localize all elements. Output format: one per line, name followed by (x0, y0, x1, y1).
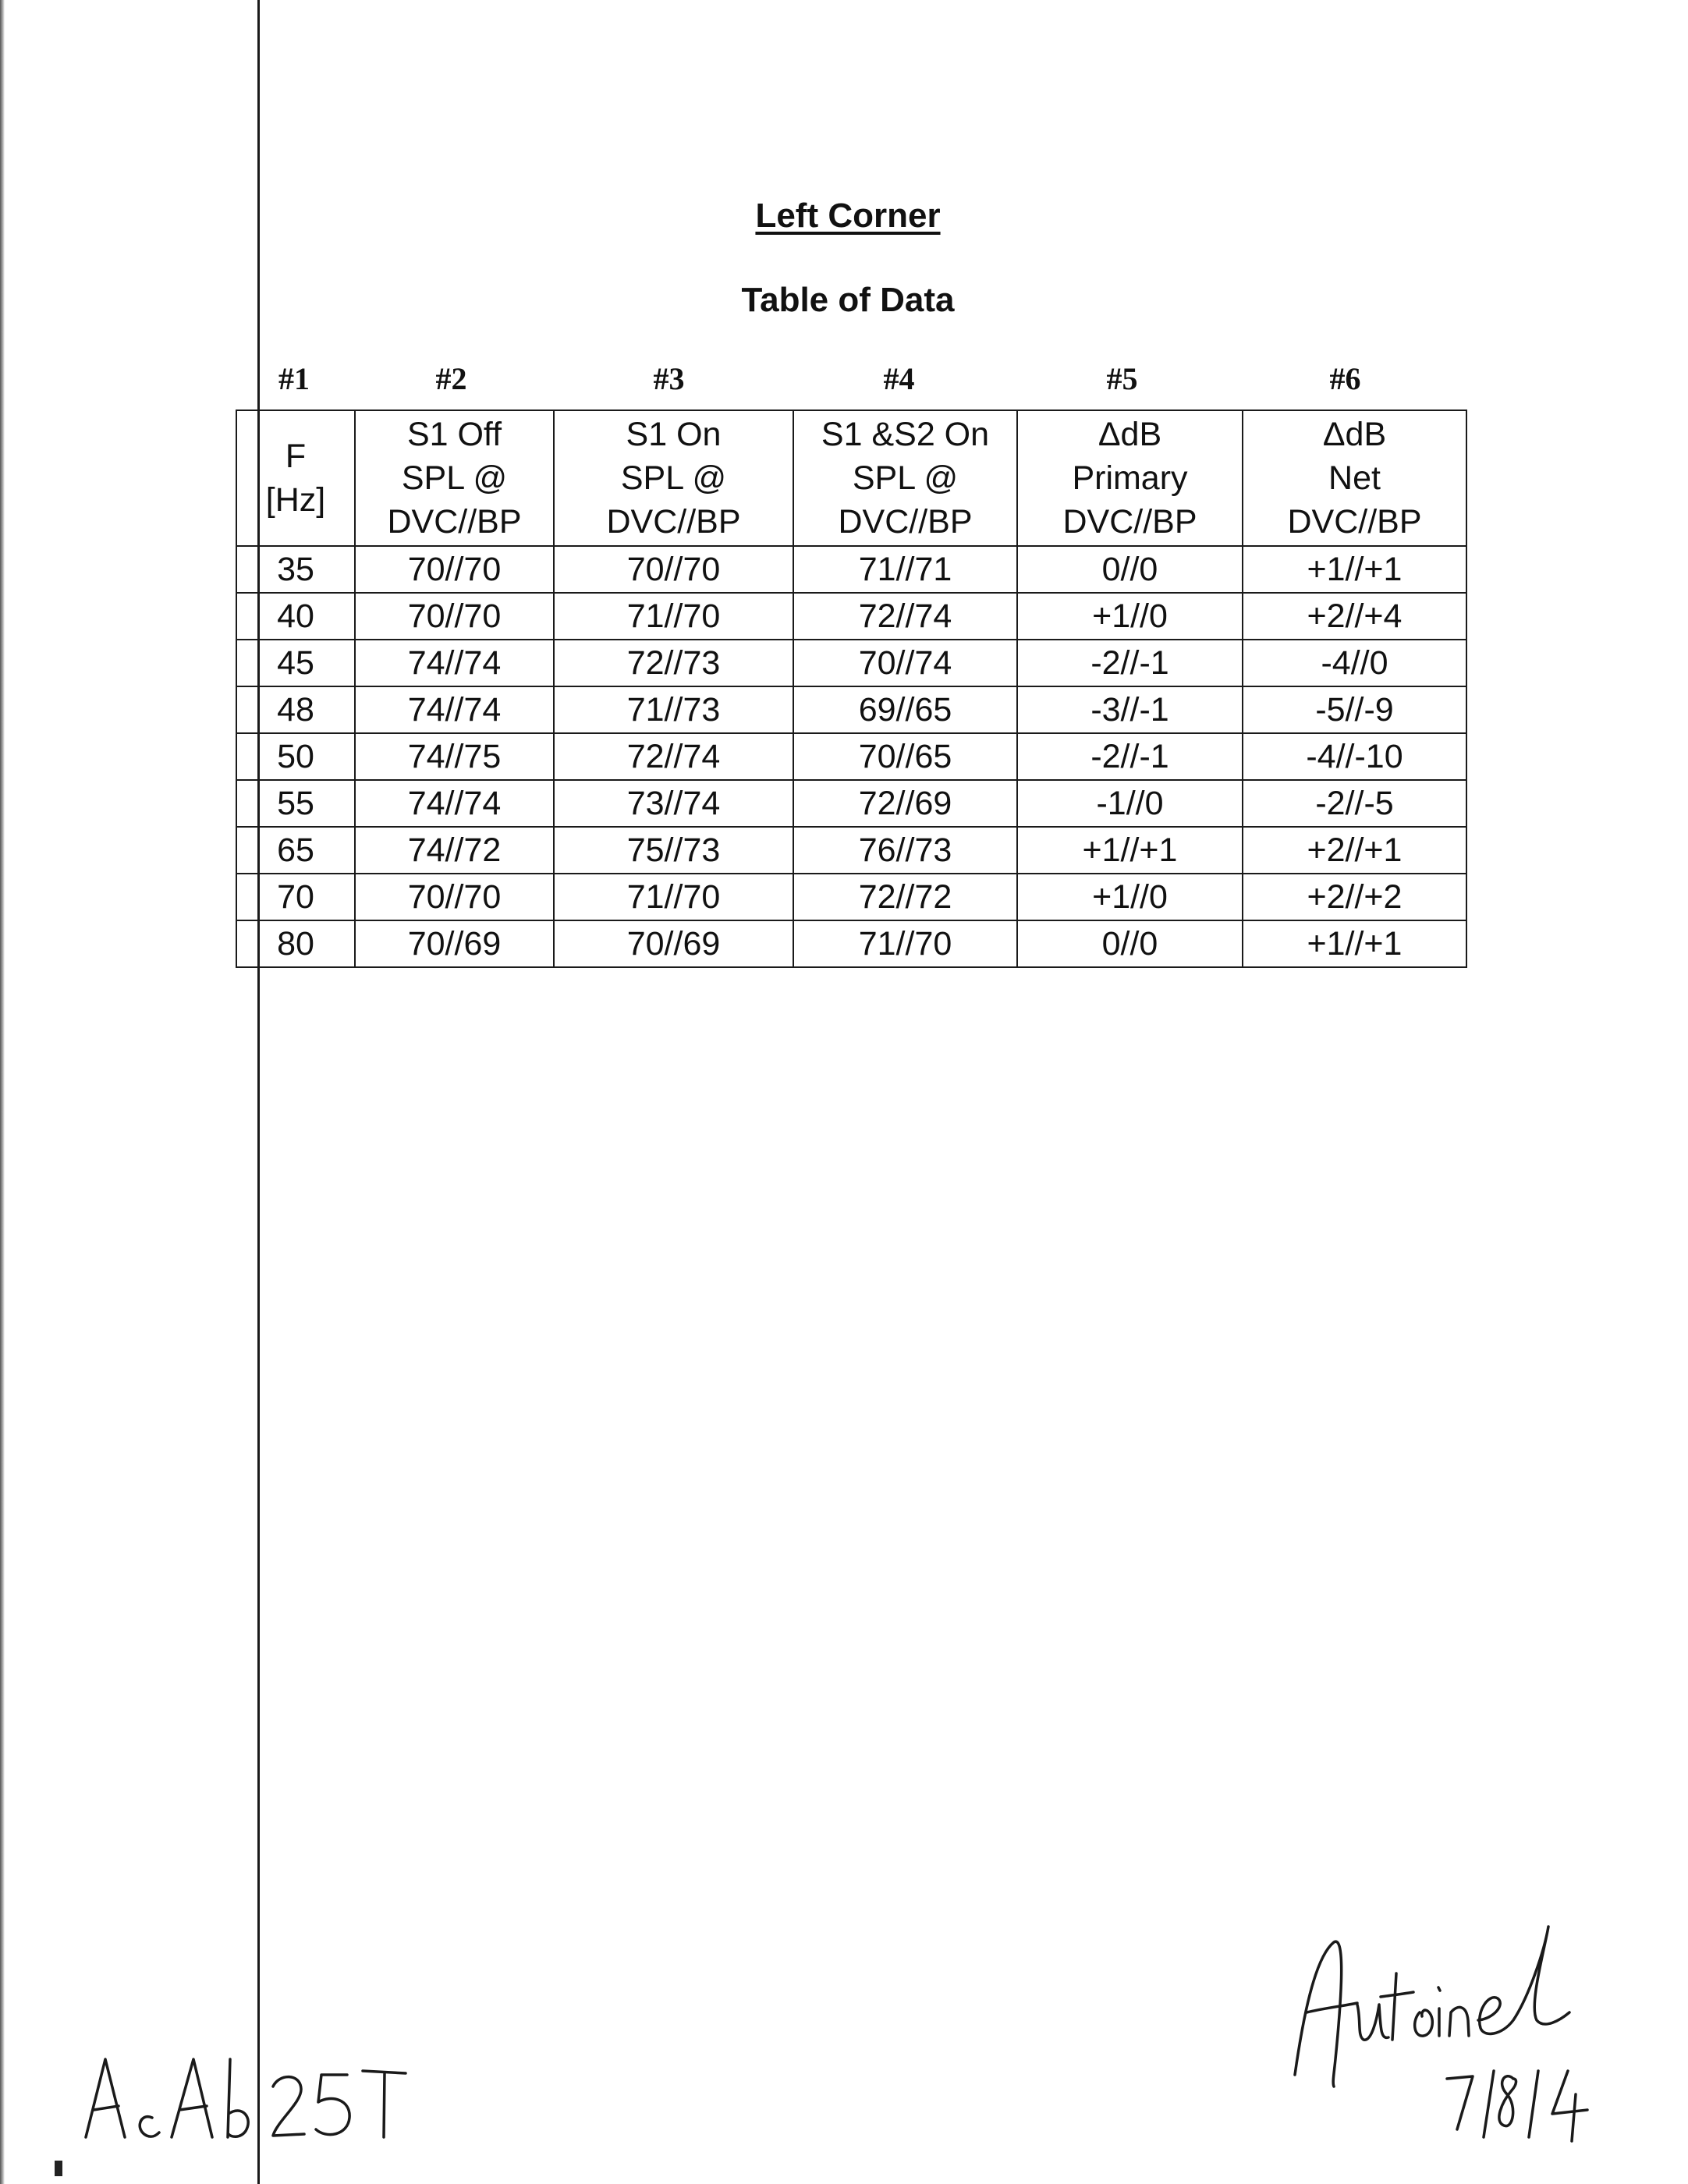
table-cell: 74//75 (355, 733, 554, 780)
frequency-cell: 80 (236, 920, 355, 967)
table-cell: 72//72 (793, 874, 1017, 920)
table-cell: 70//69 (355, 920, 554, 967)
table-cell: +1//+1 (1243, 546, 1466, 593)
column-header-line: ΔdB (1322, 416, 1387, 453)
table-cell: 71//71 (793, 546, 1017, 593)
table-row (236, 874, 1466, 920)
table-cell: -3//-1 (1017, 686, 1243, 733)
column-header-line: Net (1328, 459, 1381, 497)
column-header (554, 410, 793, 546)
table-cell: 74//74 (355, 686, 554, 733)
column-header (1243, 410, 1466, 546)
table-cell: 71//70 (793, 920, 1017, 967)
table-cell: -4//0 (1243, 640, 1466, 686)
table-cell: 71//73 (554, 686, 793, 733)
column-header-line: S1 &S2 On (821, 416, 990, 453)
table-row (236, 593, 1466, 640)
column-header-line: DVC//BP (838, 503, 973, 541)
table-cell: 74//74 (355, 780, 554, 827)
table-cell: +1//0 (1017, 874, 1243, 920)
frequency-cell: 48 (236, 686, 355, 733)
table-cell: 72//74 (793, 593, 1017, 640)
column-number: #3 (653, 361, 685, 396)
table-cell: 72//69 (793, 780, 1017, 827)
table-row (236, 546, 1466, 593)
column-number: #5 (1106, 361, 1138, 396)
table-cell: 70//69 (554, 920, 793, 967)
table-header-row (236, 410, 1466, 546)
column-header-line: S1 On (626, 416, 722, 453)
table-cell: 70//70 (355, 593, 554, 640)
table-cell: 71//70 (554, 593, 793, 640)
frequency-cell: 55 (236, 780, 355, 827)
column-header (1017, 410, 1243, 546)
table-cell: -2//-1 (1017, 640, 1243, 686)
table-row (236, 640, 1466, 686)
table-cell: 0//0 (1017, 546, 1243, 593)
column-header-line: Primary (1072, 459, 1188, 497)
frequency-cell: 50 (236, 733, 355, 780)
column-header-line: ΔdB (1098, 416, 1162, 453)
table-row (236, 686, 1466, 733)
table-cell: 73//74 (554, 780, 793, 827)
frequency-cell: 45 (236, 640, 355, 686)
column-number: #4 (883, 361, 915, 396)
table-cell: 69//65 (793, 686, 1017, 733)
table-cell: 71//70 (554, 874, 793, 920)
column-header-line: DVC//BP (387, 503, 522, 541)
data-table (236, 410, 1467, 968)
column-header-line: [Hz] (265, 481, 326, 519)
table-row (236, 827, 1466, 874)
table-cell: 75//73 (554, 827, 793, 874)
table-cell: -1//0 (1017, 780, 1243, 827)
table-cell: -5//-9 (1243, 686, 1466, 733)
table-cell: +1//0 (1017, 593, 1243, 640)
handwritten-code (78, 2044, 437, 2153)
column-header-line: SPL @ (401, 459, 508, 497)
column-header (236, 410, 355, 546)
column-number: #6 (1329, 361, 1361, 396)
scan-artifact (55, 2161, 62, 2176)
frequency-cell: 65 (236, 827, 355, 874)
scan-edge (0, 0, 5, 2184)
column-header (793, 410, 1017, 546)
margin-rule (257, 0, 260, 2184)
table-cell: 72//74 (554, 733, 793, 780)
document-title: Left Corner (755, 197, 941, 235)
column-header-line: S1 Off (406, 416, 502, 453)
table-cell: +2//+1 (1243, 827, 1466, 874)
table-cell: -2//-5 (1243, 780, 1466, 827)
table-cell: 70//70 (355, 546, 554, 593)
frequency-cell: 70 (236, 874, 355, 920)
column-header-line: SPL @ (620, 459, 727, 497)
table-cell: 0//0 (1017, 920, 1243, 967)
frequency-cell: 35 (236, 546, 355, 593)
table-row (236, 780, 1466, 827)
column-header-line: DVC//BP (606, 503, 741, 541)
table-cell: +1//+1 (1017, 827, 1243, 874)
table-row (236, 733, 1466, 780)
column-number: #2 (435, 361, 467, 396)
document-subtitle: Table of Data (741, 281, 955, 319)
table-cell: 74//72 (355, 827, 554, 874)
table-cell: 70//70 (355, 874, 554, 920)
table-cell: +2//+4 (1243, 593, 1466, 640)
table-cell: 70//65 (793, 733, 1017, 780)
table-cell: 74//74 (355, 640, 554, 686)
table-cell: -2//-1 (1017, 733, 1243, 780)
column-header (355, 410, 554, 546)
table-cell: 70//74 (793, 640, 1017, 686)
table-cell: 76//73 (793, 827, 1017, 874)
table-cell: +1//+1 (1243, 920, 1466, 967)
table-cell: 72//73 (554, 640, 793, 686)
frequency-cell: 40 (236, 593, 355, 640)
signature (1279, 1903, 1622, 2161)
column-header-line: SPL @ (852, 459, 959, 497)
table-cell: +2//+2 (1243, 874, 1466, 920)
table-cell: 70//70 (554, 546, 793, 593)
table-cell: -4//-10 (1243, 733, 1466, 780)
column-header-line: DVC//BP (1062, 503, 1197, 541)
table-row (236, 920, 1466, 967)
column-number-row (236, 360, 1456, 404)
column-header-line: DVC//BP (1287, 503, 1422, 541)
column-header-line: F (285, 438, 307, 475)
column-number: #1 (278, 361, 310, 396)
